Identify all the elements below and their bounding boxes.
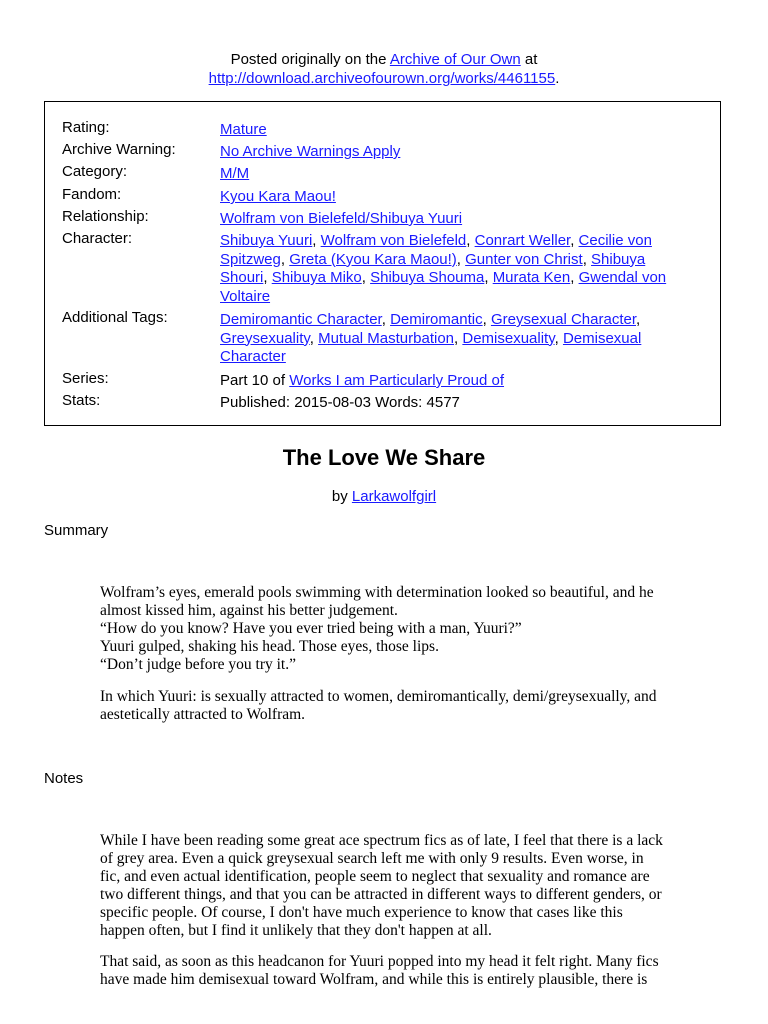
- work-metadata-box: [44, 101, 721, 426]
- header-suffix: at: [520, 51, 538, 68]
- notes-paragraph: That said, as soon as this headcanon for Yuuri popped into my head it felt right. Many fics have made him demisexual toward Wolfram, and while this is entirely plausible, there is: [100, 953, 659, 988]
- summary-text: [100, 584, 680, 674]
- tag-link[interactable]: Demisexual Character: [220, 329, 642, 365]
- summary-text-2: [100, 688, 680, 724]
- warning-label: Archive Warning:: [62, 141, 176, 158]
- character-label: Character:: [62, 230, 133, 247]
- tag-link[interactable]: Greysexuality: [220, 329, 310, 347]
- character-link[interactable]: Gunter von Christ: [465, 250, 583, 268]
- download-header: Posted originally on the Archive of Our Own at http://download.archiveofourown.org/works/4461155.: [208, 51, 560, 87]
- warning-link[interactable]: No Archive Warnings Apply: [220, 143, 401, 160]
- notes-paragraph: While I have been reading some great ace spectrum fics as of late, I feel that there is a lack of grey area. Even a quick greysexual search left me with only 9 results. Even worse, in fic, and even actual identification, people seem to neglect that sexuality and romance are two different things, and that you can be attracted in different ways to different genders, or specific people. Of course, I don't have much experience to know that cases like this happen often, but I find it unlikely that they don't happen at all.: [100, 832, 663, 939]
- series-link[interactable]: Works I am Particularly Proud of: [289, 372, 505, 389]
- stats-label: Stats:: [62, 392, 101, 409]
- fandom-link[interactable]: Kyou Kara Maou!: [220, 188, 336, 205]
- character-link[interactable]: Shibuya Yuuri: [220, 232, 313, 249]
- character-list: Shibuya Yuuri, Wolfram von Bielefeld, Conrart Weller, Cecilie von Spitzweg, Greta (Kyou Kara Maou!), Gunter von Christ, Shibuya Shouri, Shibuya Miko, Shibuya Shouma, Murata Ken, Gwendal von Voltaire: [220, 232, 667, 305]
- series-part: Part 10 of: [220, 372, 290, 389]
- tag-list: Demiromantic Character, Demiromantic, Greysexual Character, Greysexuality, Mutual Masturbation, Demisexuality, Demisexual Character: [220, 311, 642, 365]
- category-label: Category:: [62, 163, 128, 180]
- notes-text-2: [100, 953, 680, 989]
- character-link[interactable]: Cecilie von Spitzweg: [220, 232, 652, 268]
- character-link[interactable]: Murata Ken: [492, 269, 571, 286]
- relationship-label: Relationship:: [62, 208, 149, 225]
- tag-link[interactable]: Demiromantic Character: [220, 311, 382, 328]
- series-label: Series:: [62, 370, 109, 387]
- character-link[interactable]: Wolfram von Bielefeld: [320, 232, 467, 249]
- rating-link[interactable]: Mature: [220, 121, 267, 138]
- notes-text: [100, 832, 680, 940]
- character-link[interactable]: Conrart Weller: [474, 232, 571, 249]
- archive-link[interactable]: Archive of Our Own: [389, 51, 521, 68]
- notes-heading: Notes: [44, 770, 84, 787]
- relationship-link[interactable]: Wolfram von Bielefeld/Shibuya Yuuri: [220, 210, 463, 227]
- character-link[interactable]: Shibuya Shouri: [220, 250, 646, 286]
- tag-link[interactable]: Mutual Masturbation: [318, 329, 455, 347]
- work-url-link[interactable]: http://download.archiveofourown.org/works/4461155: [208, 70, 556, 87]
- character-link[interactable]: Shibuya Miko: [271, 269, 362, 286]
- character-link[interactable]: Shibuya Shouma: [370, 269, 485, 286]
- tag-link[interactable]: Greysexual Character: [490, 311, 637, 328]
- character-link[interactable]: Greta (Kyou Kara Maou!): [289, 250, 457, 268]
- category-link[interactable]: M/M: [220, 165, 250, 182]
- rating-label: Rating:: [62, 119, 110, 136]
- tag-link[interactable]: Demisexuality: [462, 329, 555, 347]
- stats-value: Published: 2015-08-03 Words: 4577: [220, 394, 460, 411]
- summary-paragraph: Wolfram’s eyes, emerald pools swimming with determination looked so beautiful, and he almost kissed him, against his better judgement. “How do you know? Have you ever tried being with a man, Yuuri?” Yuuri gulped, shaking his head. Those eyes, those lips. “Don’t judge before you try it.”: [100, 584, 654, 673]
- tag-link[interactable]: Demiromantic: [390, 311, 483, 328]
- work-title: The Love We Share: [282, 445, 486, 470]
- header-prefix: Posted originally on the: [230, 51, 390, 68]
- fandom-label: Fandom:: [62, 186, 122, 203]
- byline: by Larkawolfgirl: [331, 488, 437, 505]
- tags-label: Additional Tags:: [62, 309, 168, 326]
- character-link[interactable]: Gwendal von Voltaire: [220, 269, 667, 305]
- summary-heading: Summary: [44, 522, 109, 539]
- summary-paragraph: In which Yuuri: is sexually attracted to women, demiromantically, demi/greysexually, and aestetically attracted to Wolfram.: [100, 688, 657, 723]
- author-link[interactable]: Larkawolfgirl: [351, 488, 437, 505]
